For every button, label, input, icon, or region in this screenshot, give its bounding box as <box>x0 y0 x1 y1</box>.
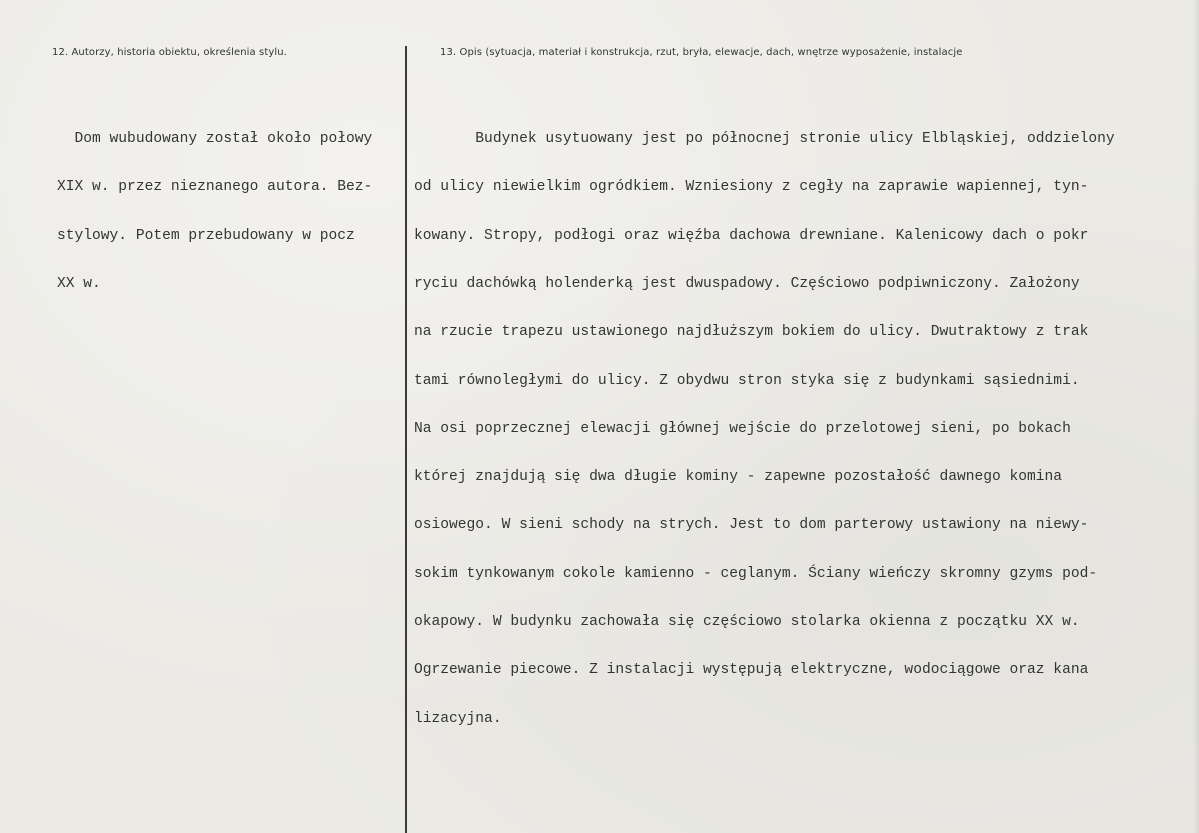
page-edge-shadow <box>1193 0 1199 833</box>
text-line: XX w. <box>57 276 101 293</box>
text-line: XIX w. przez nieznanego autora. Bez- <box>57 179 373 196</box>
text-line: na rzucie trapezu ustawionego najdłuższym bokiem do ulicy. Dwutraktowy z trak <box>414 324 1089 341</box>
text-line: tami równoległymi do ulicy. Z obydwu stron styka się z budynkami sąsiednimi. <box>414 372 1080 389</box>
section-13-text <box>414 99 1115 759</box>
text-line: stylowy. Potem przebudowany w pocz <box>57 227 355 244</box>
section-13-heading: 13. Opis (sytuacja, materiał i konstrukcja, rzut, bryła, elewacje, dach, wnętrze wyposażenie, instalacje <box>440 47 963 58</box>
text-line: ryciu dachówką holenderką jest dwuspadowy. Częściowo podpiwniczony. Założony <box>414 276 1080 293</box>
text-line: kowany. Stropy, podłogi oraz więźba dachowa drewniane. Kalenicowy dach o pokr <box>414 227 1089 244</box>
column-divider <box>405 46 407 833</box>
text-line: Na osi poprzecznej elewacji głównej wejście do przelotowej sieni, po bokach <box>414 420 1071 437</box>
text-line: Ogrzewanie piecowe. Z instalacji występują elektryczne, wodociągowe oraz kana <box>414 662 1089 679</box>
text-line: sokim tynkowanym cokole kamienno - ceglanym. Ściany wieńczy skromny gzyms pod- <box>414 565 1098 582</box>
text-line: osiowego. W sieni schody na strych. Jest to dom parterowy ustawiony na niewy- <box>414 517 1089 534</box>
text-line: Budynek usytuowany jest po północnej stronie ulicy Elbląskiej, oddzielony <box>414 131 1115 148</box>
text-line: okapowy. W budynku zachowała się częściowo stolarka okienna z początku XX w. <box>414 614 1080 630</box>
section-12-heading: 12. Autorzy, historia obiektu, określenia stylu. <box>52 47 287 58</box>
text-line: lizacyjna. <box>414 710 502 727</box>
text-line: od ulicy niewielkim ogródkiem. Wzniesiony z cegły na zaprawie wapiennej, tyn- <box>414 179 1089 196</box>
text-line: której znajdują się dwa długie kominy - zapewne pozostałość dawnego komina <box>414 469 1063 486</box>
text-line: Dom wubudowany został około połowy <box>57 131 373 148</box>
section-12-text <box>57 99 372 324</box>
